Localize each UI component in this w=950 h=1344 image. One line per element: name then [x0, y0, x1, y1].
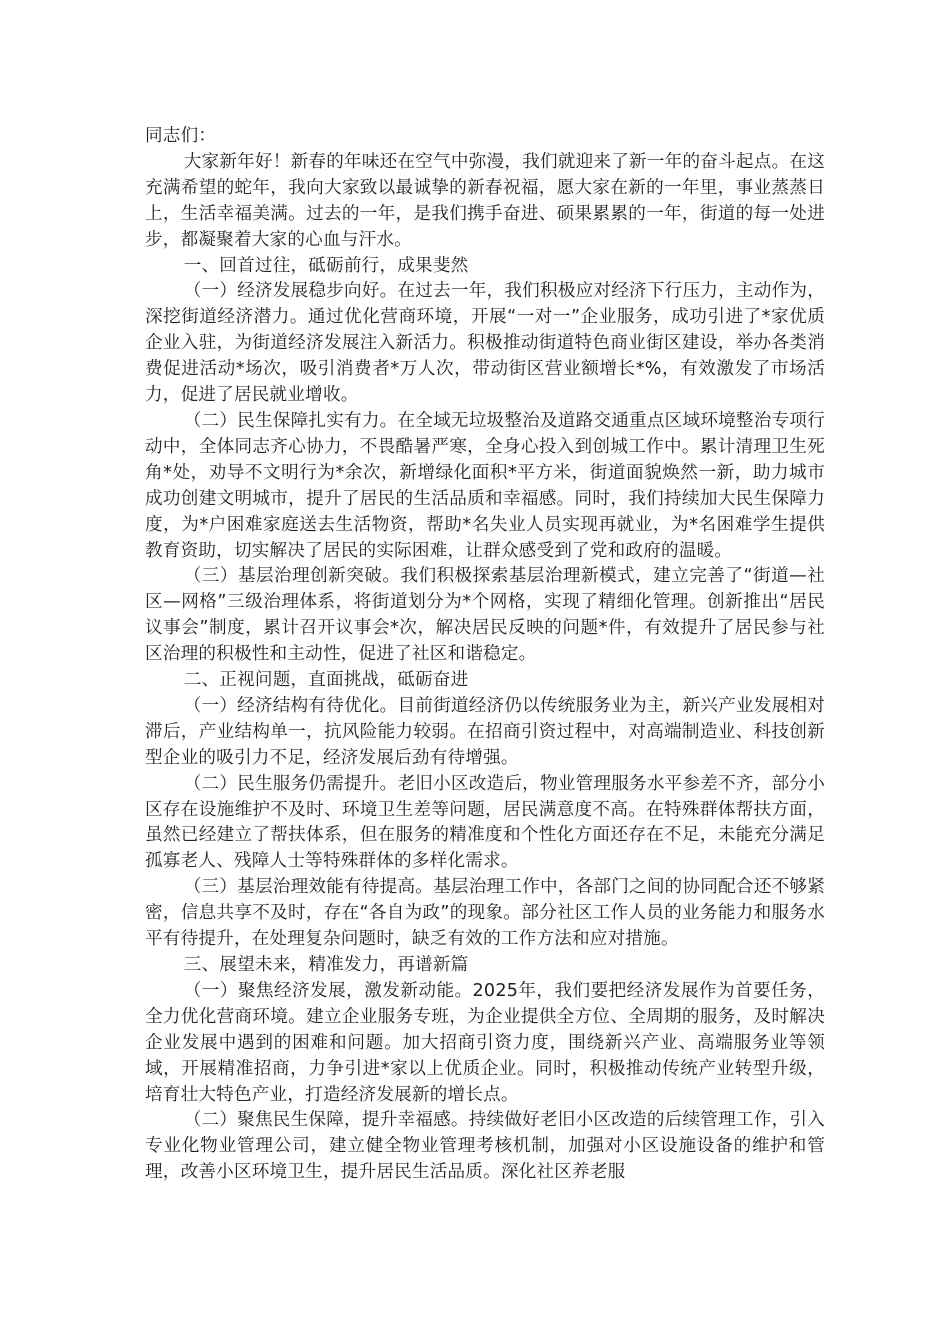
section-heading-2: 二、正视问题，直面挑战，砥砺奋进	[183, 670, 469, 691]
paragraph-2-1: （一）经济结构有待优化。目前街道经济仍以传统服务业为主，新兴产业发展相对滞后，产业结构单一，抗风险能力较弱。在招商引资过程中，对高端制造业、科技创新型企业的吸引力不足，经济发展后劲有待增强。	[145, 695, 825, 768]
paragraph-2-3: （三）基层治理效能有待提高。基层治理工作中，各部门之间的协同配合还不够紧密，信息共享不及时，存在“各自为政”的现象。部分社区工作人员的业务能力和服务水平有待提升，在处理复杂问题时，缺乏有效的工作方法和应对措施。	[145, 877, 825, 950]
paragraph-3-2: （二）聚焦民生保障，提升幸福感。持续做好老旧小区改造的后续管理工作，引入专业化物业管理公司，建立健全物业管理考核机制，加强对小区设施设备的维护和管理，改善小区环境卫生，提升居民生活品质。深化社区养老服	[145, 1110, 825, 1183]
paragraph-1-2: （二）民生保障扎实有力。在全域无垃圾整治及道路交通重点区域环境整治专项行动中，全体同志齐心协力，不畏酷暑严寒，全身心投入到创城工作中。累计清理卫生死角*处，劝导不文明行为*余次，新增绿化面积*平方米，街道面貌焕然一新，助力城市成功创建文明城市，提升了居民的生活品质和幸福感。同时，我们持续加大民生保障力度，为*户困难家庭送去生活物资，帮助*名失业人员实现再就业，为*名困难学生提供教育资助，切实解决了居民的实际困难，让群众感受到了党和政府的温暖。	[145, 410, 825, 561]
paragraph-1-1: （一）经济发展稳步向好。在过去一年，我们积极应对经济下行压力，主动作为，深挖街道经济潜力。通过优化营商环境，开展“一对一”企业服务，成功引进了*家优质企业入驻，为街道经济发展注入新活力。积极推动街道特色商业街区建设，举办各类消费促进活动*场次，吸引消费者*万人次，带动街区营业额增长*%，有效激发了市场活力，促进了居民就业增收。	[145, 281, 825, 406]
section-heading-1: 一、回首过往，砥砺前行，成果斐然	[183, 255, 469, 276]
section-heading-3: 三、展望未来，精准发力，再谱新篇	[183, 955, 469, 975]
document-page	[145, 124, 825, 1186]
paragraph-2-2: （二）民生服务仍需提升。老旧小区改造后，物业管理服务水平参差不齐，部分小区存在设施维护不及时、环境卫生差等问题，居民满意度不高。在特殊群体帮扶方面，虽然已经建立了帮扶体系，但在服务的精准度和个性化方面还存在不足，未能充分满足孤寡老人、残障人士等特殊群体的多样化需求。	[145, 773, 825, 872]
paragraph-intro: 大家新年好！新春的年味还在空气中弥漫，我们就迎来了新一年的奋斗起点。在这充满希望的蛇年，我向大家致以最诚挚的新春祝福，愿大家在新的一年里，事业蒸蒸日上，生活幸福美满。过去的一年，是我们携手奋进、硕果累累的一年，街道的每一处进步，都凝聚着大家的心血与汗水。	[145, 151, 825, 250]
salutation: 同志们：	[145, 126, 217, 146]
paragraph-3-1: （一）聚焦经济发展，激发新动能。2025年，我们要把经济发展作为首要任务，全力优化营商环境。建立企业服务专班，为企业提供全方位、全周期的服务，及时解决企业发展中遇到的困难和问题。加大招商引资力度，围绕新兴产业、高端服务业等领域，开展精准招商，力争引进*家以上优质企业。同时，积极推动传统产业转型升级，培育壮大特色产业，打造经济发展新的增长点。	[145, 980, 825, 1105]
paragraph-1-3: （三）基层治理创新突破。我们积极探索基层治理新模式，建立完善了“街道—社区—网格”三级治理体系，将街道划分为*个网格，实现了精细化管理。创新推出“居民议事会”制度，累计召开议事会*次，解决居民反映的问题*件，有效提升了居民参与社区治理的积极性和主动性，促进了社区和谐稳定。	[145, 566, 825, 665]
